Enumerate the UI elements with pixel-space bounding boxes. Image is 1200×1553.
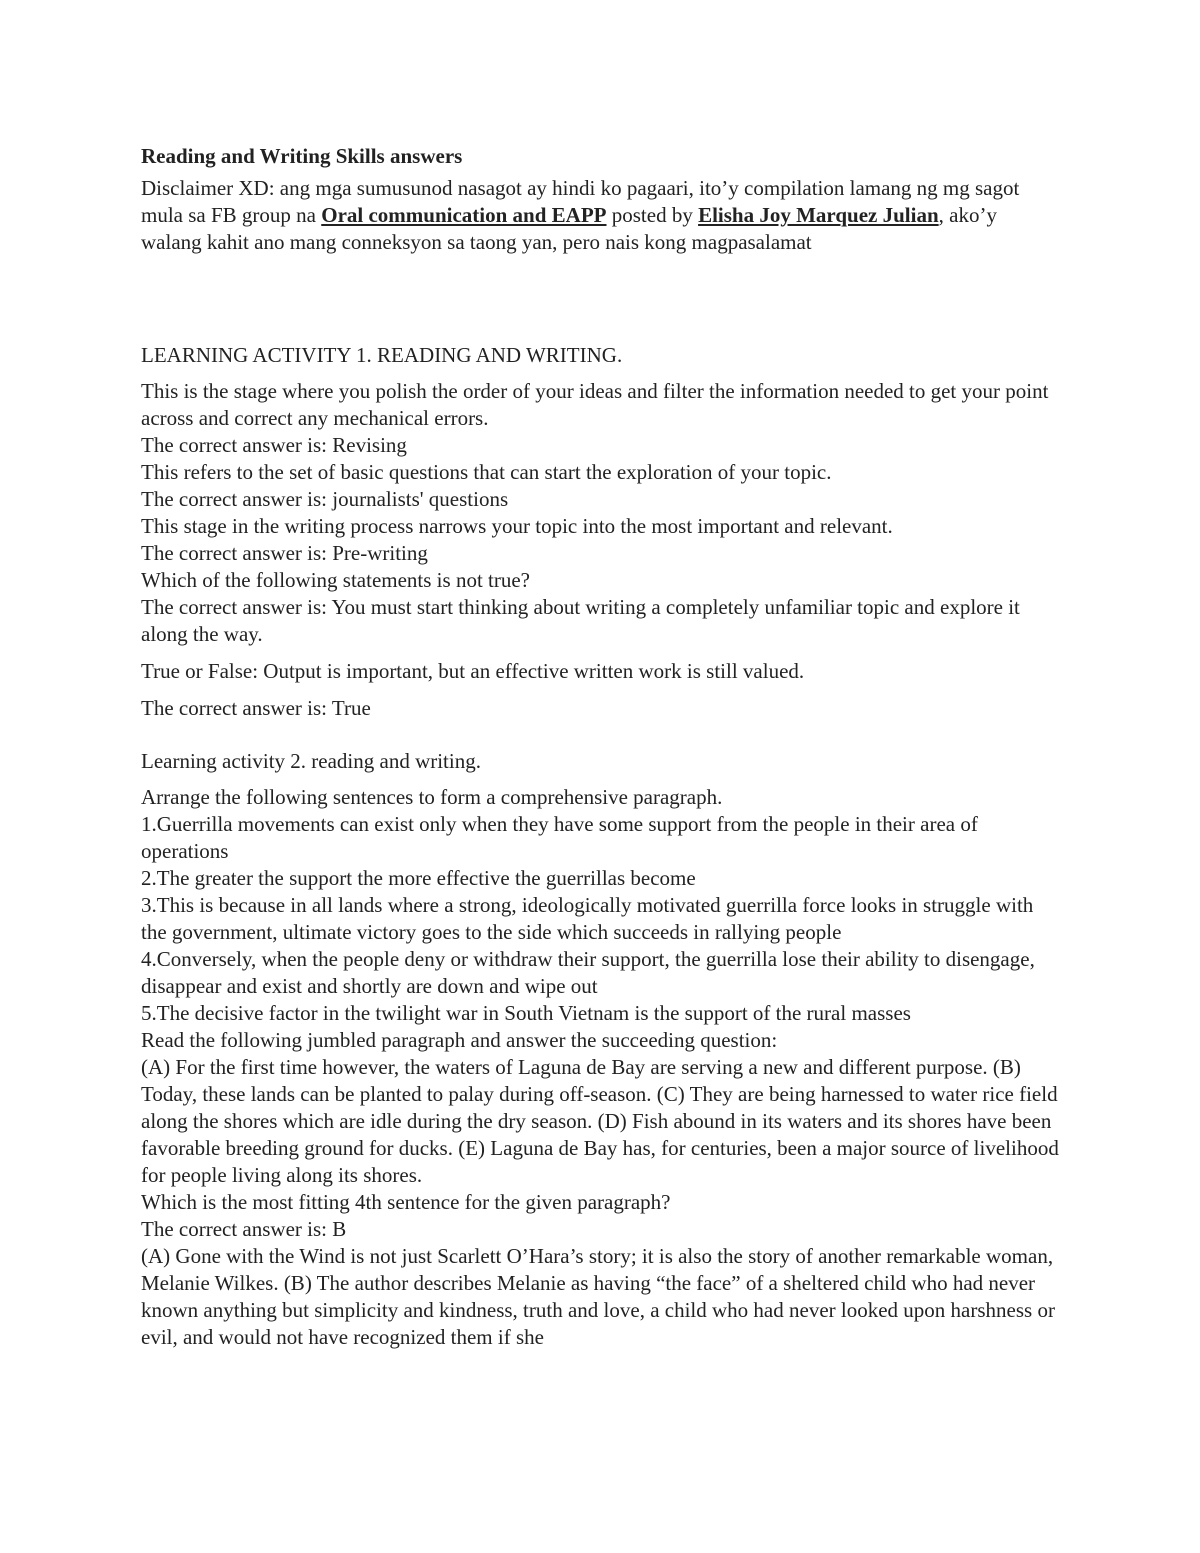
activity1-line: The correct answer is: journalists' questions [141,487,509,511]
disclaimer-text-1: Disclaimer XD: ang mga sumusunod nasagot ay hindi ko pagaari, ito’y compilation lamang ng mg sagot mula sa FB group na [141,176,1020,227]
document-title: Reading and Writing Skills answers [141,144,463,168]
activity1-line: This refers to the set of basic questions that can start the exploration of your topic. [141,460,832,484]
activity2-line: 2.The greater the support the more effective the guerrillas become [141,866,696,890]
activity2-line: Arrange the following sentences to form a comprehensive paragraph. [141,785,723,809]
activity2-line: 3.This is because in all lands where a strong, ideologically motivated guerrilla force looks in struggle with the government, ultimate victory goes to the side which succeeds in rallying people [141,893,1034,944]
document-page [141,140,1061,1351]
spacer [141,648,1061,658]
spacer [141,685,1061,695]
activity2-line: 4.Conversely, when the people deny or withdraw their support, the guerrilla lose their ability to disengage, disappear and exist and shortly are down and wipe out [141,947,1035,998]
group-name-link[interactable]: Oral communication and EAPP [321,203,607,227]
spacer [141,256,1061,342]
activity2-line: 5.The decisive factor in the twilight war in South Vietnam is the support of the rural masses [141,1001,911,1025]
true-false-answer: The correct answer is: True [141,696,371,720]
activity2-line: Which is the most fitting 4th sentence for the given paragraph? [141,1190,671,1214]
true-false-question: True or False: Output is important, but an effective written work is still valued. [141,659,805,683]
activity2-heading: Learning activity 2. reading and writing. [141,749,481,773]
activity2-line: (A) For the first time however, the waters of Laguna de Bay are serving a new and different purpose. (B) Today, these lands can be planted to palay during off-season. (C) They are being harnessed to water rice field along the shores which are idle during the dry season. (D) Fish abound in its waters and its shores have been favorable breeding ground for ducks. (E) Laguna de Bay has, for centuries, been a major source of livelihood for people living along its shores. [141,1055,1059,1187]
activity2-line: (A) Gone with the Wind is not just Scarlett O’Hara’s story; it is also the story of another remarkable woman, Melanie Wilkes. (B) The author describes Melanie as having “the face” of a sheltered child who had never known anything but simplicity and kindness, truth and love, a child who had never looked upon harshness or evil, and would not have recognized them if she [141,1244,1055,1349]
activity1-line: The correct answer is: Pre-writing [141,541,428,565]
activity1-line: The correct answer is: Revising [141,433,407,457]
activity2-line: 1.Guerrilla movements can exist only when they have some support from the people in their area of operations [141,812,978,863]
activity1-line: This stage in the writing process narrows your topic into the most important and relevant. [141,514,893,538]
activity2-line: The correct answer is: B [141,1217,347,1241]
author-name-link[interactable]: Elisha Joy Marquez Julian [698,203,939,227]
disclaimer-text-3: , ako’y walang kahit ano mang conneksyon sa taong yan, pero nais kong magpasalamat [141,203,997,254]
activity1-heading: LEARNING ACTIVITY 1. READING AND WRITING. [141,343,623,367]
activity2-line: Read the following jumbled paragraph and answer the succeeding question: [141,1028,778,1052]
disclaimer-text-2: posted by [606,203,699,227]
activity1-line: This is the stage where you polish the order of your ideas and filter the information needed to get your point across and correct any mechanical errors. [141,379,1049,430]
activity1-line: The correct answer is: You must start thinking about writing a completely unfamiliar topic and explore it along the way. [141,595,1020,646]
activity1-line: Which of the following statements is not true? [141,568,530,592]
disclaimer-paragraph [141,175,1061,256]
spacer [141,722,1061,748]
